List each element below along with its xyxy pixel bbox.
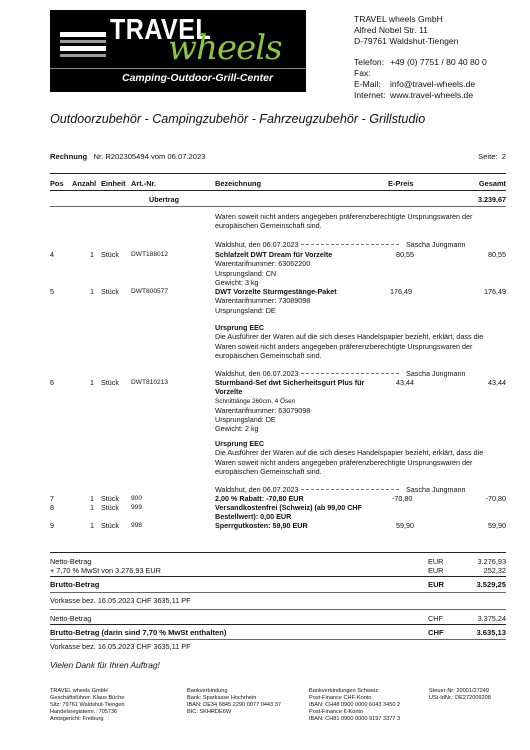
divider xyxy=(50,552,506,553)
logo-stripe xyxy=(60,46,106,51)
footer-bank-swiss: Bankverbindungen Schweiz Post-Finance CHF-Konto IBAN: CH48 0900 0000 6043 3450 2 Post-Finance €-Konto IBAN: CH81 0900 0000 9197 3377 3 xyxy=(309,688,401,723)
item-title: Sperrgutkosten: 59,90 EUR xyxy=(215,521,308,530)
thank-you-note: Vielen Dank für Ihren Auftrag! xyxy=(50,660,160,670)
divider xyxy=(50,639,506,640)
item-title: Sturmband-Set dwt Sicherheitsgurt Plus für xyxy=(215,378,365,387)
vat-label: + 7,70 % MwSt von 3.276,93 EUR xyxy=(50,566,161,575)
net-label: Netto-Betrag xyxy=(50,557,92,566)
item-pos: 9 xyxy=(50,521,54,530)
item-title: 2,00 % Rabatt: -70,80 EUR xyxy=(215,494,304,503)
item-art: DWT810213 xyxy=(131,379,169,386)
item-total: 59,90 xyxy=(488,521,506,530)
item-qty: 1 xyxy=(90,503,94,512)
item-detail: Schnittlänge 260cm, 4 Ösen xyxy=(215,397,296,405)
item-unit: Stück xyxy=(101,287,119,296)
item-title: DWT Vorzelte Sturmgestänge-Paket xyxy=(215,287,337,296)
company-email xyxy=(354,79,487,90)
item-total: 43,44 xyxy=(488,378,506,387)
email-value[interactable]: info@travel-wheels.de xyxy=(390,79,476,89)
item-title: Schlafzelt DWT Dream für Vorzelte xyxy=(215,250,333,259)
item-pos: 7 xyxy=(50,494,54,503)
footer-tax: Steuer-Nr: 20001/27249 USt-IdNr.: DE272009208 xyxy=(429,688,491,702)
item-unit: Stück xyxy=(101,250,119,259)
gross-chf-value: 3.635,13 xyxy=(476,628,506,637)
item-pos: 4 xyxy=(50,250,54,259)
item-weight: Gewicht: 2 kg xyxy=(215,424,259,434)
logo-divider xyxy=(50,68,306,69)
item-tariff: Warentarifnummer: 63062200 xyxy=(215,259,311,269)
item-price: 80,55 xyxy=(396,250,414,259)
company-phone xyxy=(354,57,487,68)
item-unit: Stück xyxy=(101,503,119,512)
origin-statement: Waren soweit nicht anders angegeben präferenzberechtigte Ursprungswaren der europäischen Gemeinschaft sind. xyxy=(215,212,473,231)
item-unit: Stück xyxy=(101,521,119,530)
logo-word-wheels: wheels xyxy=(168,28,282,68)
column-art: Art.-Nr. xyxy=(131,179,157,188)
item-price: 176,49 xyxy=(390,287,412,296)
footer-bank: Bankverbindung Bank: Sparkasse Hochrhein IBAN: DE34 6845 2290 0077 0443 37 BIC: SKHRDE6W xyxy=(187,688,281,716)
signature-place-date: Waldshut, den 06.07.2023 xyxy=(215,485,299,494)
item-title-cont: Vorzelte xyxy=(215,387,243,397)
logo-stripe xyxy=(60,32,106,37)
internet-value[interactable]: www.travel-wheels.de xyxy=(390,90,474,100)
item-qty: 1 xyxy=(90,521,94,530)
item-qty: 1 xyxy=(90,494,94,503)
item-qty: 1 xyxy=(90,250,94,259)
company-slogan: Outdoorzubehör - Campingzubehör - Fahrzeugzubehör - Grillstudio xyxy=(50,112,426,126)
item-tariff: Warentarifnummer: 63079098 xyxy=(215,405,311,415)
logo-word-travel: TRAVEL xyxy=(110,13,212,47)
eec-title: Ursprung EEC xyxy=(215,323,265,332)
fax-label: Fax: xyxy=(354,68,371,78)
item-total: 80,55 xyxy=(488,250,506,259)
item-description xyxy=(215,378,387,434)
signature-line xyxy=(215,240,505,249)
divider xyxy=(50,609,506,610)
net-chf-value: 3.375,24 xyxy=(477,614,506,623)
item-pos: 5 xyxy=(50,287,54,296)
column-price: E-Preis xyxy=(388,179,414,188)
column-desc: Bezeichnung xyxy=(215,179,261,188)
gross-label: Brutto-Betrag xyxy=(50,580,100,589)
net-chf-row xyxy=(50,614,506,623)
item-description xyxy=(215,503,505,522)
company-street: Alfred Nobel Str. 11 xyxy=(354,25,428,35)
item-origin: Ursprungsland: DE xyxy=(215,305,276,315)
signature-line xyxy=(215,485,505,494)
gross-chf-row xyxy=(50,628,506,637)
page-label: Seite: xyxy=(478,152,498,161)
item-qty: 1 xyxy=(90,287,94,296)
net-currency: EUR xyxy=(428,557,444,566)
footer-company: TRAVEL wheels GmbH Geschäftsführer: Klaus Büche Sitz: 79761 Waldshut-Tiengen Handelsregisternr.: 705736 Amtsgericht: Freiburg xyxy=(50,688,125,723)
item-art: DWT188012 xyxy=(131,251,169,258)
item-total: 176,49 xyxy=(484,287,506,296)
vat-value: 252,32 xyxy=(483,566,506,575)
phone-label: Telefon: xyxy=(354,57,385,67)
gross-currency: EUR xyxy=(428,580,445,589)
divider xyxy=(50,190,506,191)
invoice-date: 06.07.2023 xyxy=(167,152,206,161)
company-fax xyxy=(354,68,487,79)
item-description xyxy=(215,250,505,287)
item-origin: Ursprungsland: CN xyxy=(215,268,277,278)
item-total: -70,80 xyxy=(485,494,506,503)
item-pos: 8 xyxy=(50,503,54,512)
email-label: E-Mail: xyxy=(354,79,381,89)
divider xyxy=(50,624,506,625)
item-unit: Stück xyxy=(101,378,119,387)
column-pos: Pos xyxy=(50,179,64,188)
eec-block xyxy=(215,439,505,476)
net-chf-label: Netto-Betrag xyxy=(50,614,92,623)
signature-name: Sascha Jungmann xyxy=(406,240,466,249)
item-art: DWT800577 xyxy=(131,288,169,295)
document-info xyxy=(50,152,506,161)
company-name: TRAVEL wheels GmbH xyxy=(354,14,443,24)
logo-tagline: Camping-Outdoor-Grill-Center xyxy=(122,72,274,84)
item-weight: Gewicht: 3 kg xyxy=(215,277,259,287)
item-unit: Stück xyxy=(101,494,119,503)
company-internet xyxy=(354,90,487,101)
gross-chf-label: Brutto-Betrag (darin sind 7,70 % MwSt enthalten) xyxy=(50,628,227,637)
gross-chf-currency: CHF xyxy=(428,628,444,637)
eec-block xyxy=(215,323,505,360)
item-price: 43,44 xyxy=(396,378,414,387)
company-city: D-79761 Waldshut-Tiengen xyxy=(354,36,459,46)
prepayment-note: Vorkasse bez. 16.05.2023 CHF 3635,11 PF xyxy=(50,642,191,651)
eec-text: Die Ausführer der Waren auf die sich dieses Handelspapier bezieht, erklärt, dass die Waren soweit nicht anders angegeben präferenzberechtigte Ursprungswaren der europäischen Gemeinschaft sind. xyxy=(215,448,484,476)
company-address xyxy=(354,14,487,101)
item-pos: 6 xyxy=(50,378,54,387)
vat-currency: EUR xyxy=(428,566,444,575)
item-price: 59,90 xyxy=(396,521,414,530)
item-origin: Ursprungsland: DE xyxy=(215,415,276,425)
net-value: 3.276,93 xyxy=(477,557,506,566)
invoice-number: R202305494 xyxy=(105,152,149,161)
gross-total-row xyxy=(50,580,506,589)
invoice-number-label: Nr. xyxy=(93,152,104,161)
divider xyxy=(50,173,506,174)
eec-title: Ursprung EEC xyxy=(215,439,265,448)
item-qty: 1 xyxy=(90,378,94,387)
column-unit: Einheit xyxy=(101,179,126,188)
internet-label: Internet: xyxy=(354,90,386,100)
item-art: 900 xyxy=(131,495,143,502)
eec-text: Die Ausführer der Waren auf die sich dieses Handelspapier bezieht, erklärt, dass die Waren soweit nicht anders angegeben präferenzberechtigte Ursprungswaren der europäischen Gemeinschaft sind. xyxy=(215,332,484,360)
signature-line xyxy=(215,369,505,378)
document-type: Rechnung xyxy=(50,152,88,161)
item-price: -70,80 xyxy=(392,494,413,503)
item-tariff: Warentarifnummer: 73089098 xyxy=(215,296,311,306)
item-description xyxy=(215,287,505,315)
item-art: 998 xyxy=(131,522,143,529)
column-total: Gesamt xyxy=(478,179,506,188)
page-number: 2 xyxy=(501,152,506,161)
column-qty: Anzahl xyxy=(72,179,97,188)
vat-row xyxy=(50,566,506,575)
company-logo xyxy=(50,10,306,92)
signature-place-date: Waldshut, den 06.07.2023 xyxy=(215,240,299,249)
logo-stripe xyxy=(60,40,106,43)
prepayment-note: Vorkasse bez. 16.05.2023 CHF 3635,11 PF xyxy=(50,596,191,605)
signature-place-date: Waldshut, den 06.07.2023 xyxy=(215,369,299,378)
divider xyxy=(50,592,506,593)
divider xyxy=(50,576,506,577)
item-title-cont: Bestellwert): 0,00 EUR xyxy=(215,512,292,522)
gross-value: 3.529,25 xyxy=(476,580,506,589)
phone-value: +49 (0) 7751 / 80 40 80 0 xyxy=(390,57,487,67)
item-art: 999 xyxy=(131,504,143,511)
net-chf-currency: CHF xyxy=(428,614,443,623)
net-total-row xyxy=(50,557,506,566)
divider xyxy=(50,206,506,207)
carry-over-label: Übertrag xyxy=(149,195,179,204)
item-title: Versandkostenfrei (Schweiz) (ab 99,00 CHF xyxy=(215,503,362,512)
logo-stripe xyxy=(60,54,106,57)
invoice-date-label: vom xyxy=(150,152,166,161)
signature-name: Sascha Jungmann xyxy=(406,485,466,494)
signature-name: Sascha Jungmann xyxy=(406,369,466,378)
carry-over-value: 3.239,67 xyxy=(478,195,506,204)
page-indicator xyxy=(478,152,506,161)
